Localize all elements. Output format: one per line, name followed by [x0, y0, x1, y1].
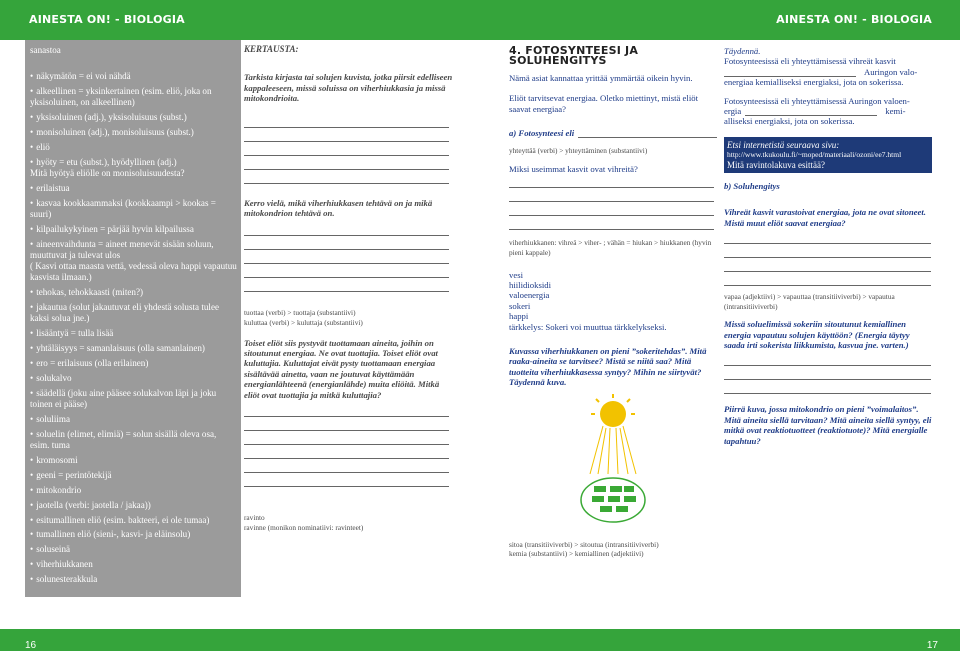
- answer-line[interactable]: [244, 264, 449, 278]
- gloss-chloroplast: viherhiukkanen: vihreä > viher- ; vähän = hiukan > hiukkanen (hyvin pieni kappale): [509, 238, 712, 258]
- vocabulary-item: • säädellä (joku aine pääsee solukalvon läpi ja joku toinen ei pääse): [30, 388, 237, 410]
- energy-storage-question: Vihreät kasvit varastoivat energiaa, jota ne ovat sitoneet. Mistä muut eliöt saavat energiaa?: [724, 207, 926, 228]
- vocabulary-item: • esitumallinen eliö (esim. bakteeri, ei ole tumaa): [30, 515, 237, 526]
- word-list-item: sokeri: [509, 300, 531, 311]
- answer-line[interactable]: [578, 129, 717, 138]
- fill-in-sentence-2-end: alliseksi energiaksi, jota on sokerissa.: [724, 116, 855, 127]
- vocabulary-item: • solunesterakkula: [30, 574, 237, 585]
- header-right: [480, 0, 960, 40]
- photosynthesis-column: [509, 46, 717, 559]
- vocabulary-item: • ero = erilaisuus (olla erilainen): [30, 358, 237, 369]
- vocabulary-panel: [25, 40, 241, 597]
- review-column: [244, 44, 456, 532]
- page-number-left: 16: [25, 640, 37, 651]
- answer-line[interactable]: [244, 473, 449, 487]
- answer-line[interactable]: [244, 250, 449, 264]
- vocabulary-item: • soluliima: [30, 414, 237, 425]
- vocabulary-item: • tumallinen eliö (sieni-, kasvi- ja eläinsolu): [30, 529, 237, 540]
- vocabulary-item: • aineenvaihdunta = aineet menevät sisään soluun, muuttuvat ja tulevat ulos ( Kasvi ottaa maasta vettä, vedessä oleva happi vapautuu kasvista ilmaan.): [30, 239, 237, 284]
- vocabulary-item: • kilpailukykyinen = pärjää hyvin kilpailussa: [30, 224, 237, 235]
- answer-line[interactable]: [244, 142, 449, 156]
- answer-line[interactable]: [724, 244, 931, 258]
- header-title-right: AINESTA ON! - BIOLOGIA: [776, 13, 932, 26]
- answer-line[interactable]: [244, 278, 449, 292]
- answer-line[interactable]: [724, 366, 931, 380]
- answer-line[interactable]: [244, 112, 449, 128]
- answer-line[interactable]: [244, 445, 449, 459]
- footer-right: [480, 629, 960, 651]
- internet-task-url[interactable]: http://www.tkukoulu.fi/~moped/materiaali/ozoni/ee7.html: [727, 150, 902, 160]
- subheading-photosynthesis: a) Fotosynteesi eli: [509, 128, 575, 139]
- fill-in-sentence-1-end: energiaa kemialliseksi energiaksi, jota on sokerissa.: [724, 77, 904, 88]
- footer-left: [0, 629, 480, 651]
- vocabulary-item: • solukalvo: [30, 373, 237, 384]
- review-question-1: Tarkista kirjasta tai solujen kuvista, jotka piirsit edelliseen kappaleeseen, missä soluissa on viherhiukkasia ja missä mitokondrioita.: [244, 72, 453, 104]
- gloss-producer: tuottaa (verbi) > tuottaja (substantiivi): [244, 308, 356, 318]
- section-title: 4. FOTOSYNTEESI JA SOLUHENGITYS: [509, 44, 639, 68]
- chloroplast-icon: [581, 478, 645, 522]
- gloss-nutrient: ravinne (monikon nominatiivi: ravinteet): [244, 522, 364, 532]
- answer-line[interactable]: [244, 459, 449, 473]
- fill-in-sentence-1-mid: Auringon valo-: [864, 66, 918, 77]
- fill-in-title: Täydennä.: [724, 46, 761, 56]
- word-list-item: vesi: [509, 269, 523, 280]
- vocabulary-item: • lisääntyä = tulla lisää: [30, 328, 237, 339]
- answer-line[interactable]: [244, 128, 449, 142]
- answer-line[interactable]: [724, 350, 931, 366]
- vocabulary-item: • yksisoluinen (adj.), yksisoluisuus (subst.): [30, 112, 237, 123]
- word-list-item: tärkkelys: Sokeri voi muuttua tärkkelykseksi.: [509, 321, 667, 332]
- answer-line[interactable]: [724, 272, 931, 286]
- answer-line[interactable]: [509, 174, 714, 188]
- vocabulary-item: • jaotella (verbi: jaotella / jakaa)): [30, 500, 237, 511]
- sun-icon: [590, 394, 636, 474]
- fill-in-sentence-2-word: ergia: [724, 106, 742, 117]
- word-list-item: hiilidioksidi: [509, 280, 551, 291]
- gloss-free: vapaa (adjektiivi) > vapauttaa (transitiiviverbi) > vapautua (intransitiiviverbi): [724, 292, 895, 311]
- answer-line[interactable]: [244, 170, 449, 184]
- internet-task-question: Mitä ravintolakuva esittää?: [727, 160, 825, 171]
- vocabulary-item: • alkeellinen = yksinkertainen (esim. eliö, joka on yksisoluinen, on alkeellinen): [30, 86, 237, 108]
- vocabulary-item: • geeni = perintötekijä: [30, 470, 237, 481]
- vocabulary-item: • kasvaa kookkaammaksi (kookkaampi > kookas = suuri): [30, 198, 237, 220]
- answer-line[interactable]: [745, 107, 877, 116]
- answer-line[interactable]: [244, 417, 449, 431]
- answer-line[interactable]: [509, 216, 714, 230]
- vocabulary-item: • tehokas, tehokkaasti (miten?): [30, 287, 237, 298]
- answer-line[interactable]: [724, 68, 856, 77]
- vocabulary-item: • näkymätön = ei voi nähdä: [30, 71, 237, 82]
- vocabulary-item: • jakautua (solut jakautuvat eli yhdestä solusta tulee kaksi solua jne.): [30, 302, 237, 324]
- answer-line[interactable]: [244, 222, 449, 236]
- photosynthesis-word-list: [509, 270, 717, 332]
- answer-line[interactable]: [724, 258, 931, 272]
- word-list-item: valoenergia: [509, 290, 550, 301]
- vocabulary-item: • soluelin (elimet, elimiä) = solun sisällä oleva osa, esim. tuma: [30, 429, 237, 451]
- page-number-right: 17: [926, 640, 938, 651]
- gloss-bind: sitoa (transitiiviverbi) > sitoutua (intransitiiviverbi): [509, 539, 659, 549]
- vocabulary-item: • monisoluinen (adj.), monisoluisuus (subst.): [30, 127, 237, 138]
- vocabulary-item: • soluseinä: [30, 544, 237, 555]
- subheading-respiration: b) Soluhengitys: [724, 180, 780, 191]
- fill-in-sentence-2-mid: kemi-: [885, 106, 906, 117]
- answer-line[interactable]: [244, 431, 449, 445]
- energy-question: Eliöt tarvitsevat energiaa. Oletko miettinyt, mistä eliöt saavat energiaa?: [509, 93, 698, 114]
- internet-task-title: Etsi internetistä seuraava sivu:: [727, 139, 840, 150]
- review-question-2: Kerro vielä, mikä viherhiukkasen tehtävä on ja mikä mitokondrion tehtävä on.: [244, 197, 433, 219]
- vocabulary-item: • erilaistua: [30, 183, 237, 194]
- organelle-question: Missä soluelimissä sokeriin sitoutunut kemiallinen energia vapautuu solujen käyttöön? (Energia täytyy saada irti sokerista liikkumista, kasvua jne. varten.): [724, 319, 910, 351]
- fill-in-sentence-1-start: Fotosynteesissä eli yhteyttämisessä vihreät kasvit: [724, 56, 896, 67]
- internet-task-box: [724, 137, 932, 173]
- answer-line[interactable]: [724, 380, 931, 394]
- gloss-consumer: kuluttaa (verbi) > kuluttaja (substantiivi): [244, 318, 363, 328]
- answer-line[interactable]: [509, 188, 714, 202]
- vocabulary-item: • kromosomi: [30, 455, 237, 466]
- review-heading: KERTAUSTA:: [244, 44, 299, 54]
- sugar-factory-illustration: [558, 394, 668, 534]
- vocabulary-item: • hyöty = etu (subst.), hyödyllinen (adj.) Mitä hyötyä eliölle on monisoluisuudesta?: [30, 157, 237, 179]
- header-title-left: AINESTA ON! - BIOLOGIA: [29, 13, 185, 26]
- fill-in-sentence-2-start: Fotosynteesissä eli yhteyttämisessä Auringon valoen-: [724, 95, 910, 106]
- gloss-nutrition: ravinto: [244, 513, 265, 523]
- answer-line[interactable]: [724, 228, 931, 244]
- vocabulary-item: • eliö: [30, 142, 237, 153]
- gloss-chemistry: kemia (substantiivi) > kemiallinen (adjektiivi): [509, 549, 644, 559]
- answer-line[interactable]: [509, 202, 714, 216]
- answer-line[interactable]: [244, 236, 449, 250]
- vocabulary-item: • yhtäläisyys = samanlaisuus (olla samanlainen): [30, 343, 237, 354]
- mitochondrion-question: Piirrä kuva, jossa mitokondrio on pieni ”voimalaitos”. Mitä aineita siellä tarvitaan? Mitä aineita siellä syntyy, eli mitkä ovat reaktiotuotteet (reaktiotuote)? Mitä energialle tapahtuu?: [724, 404, 932, 446]
- gloss-assimilate: yhteyttää (verbi) > yhteyttäminen (substantiivi): [509, 146, 648, 156]
- respiration-column: [724, 46, 932, 446]
- vocabulary-list: [30, 71, 237, 585]
- header-left: [0, 0, 480, 40]
- word-list-item: happi: [509, 311, 529, 322]
- vocabulary-title: sanastoa: [30, 45, 61, 55]
- answer-line[interactable]: [244, 156, 449, 170]
- section-intro: Nämä asiat kannattaa yrittää ymmärtää oikein hyvin.: [509, 72, 693, 83]
- diagram-question: Kuvassa viherhiukkanen on pieni ”sokeritehdas”. Mitä raaka-aineita se tarvitsee? Mistä se niitä saa? Mitä tuotteita viherhiukkasessa syntyy? Mihin ne siirtyvät? Täydennä kuva.: [509, 346, 707, 388]
- green-question: Miksi useimmat kasvit ovat vihreitä?: [509, 164, 638, 175]
- vocabulary-item: • mitokondrio: [30, 485, 237, 496]
- review-question-3: Toiset eliöt siis pystyvät tuottamaan aineita, joihin on sitoutunut energiaa. Ne ovat tuottajia. Toiset eliöt ovat kuluttajia. Kuluttajat eivät pysty tuottamaan energiaa sisältävää ainetta, vaan ne joutuvat käyttämään energianlähteenä (energianlähde) muita eliöitä. Mitkä eliöt ovat tuottajia ja mitkä kuluttajia?: [244, 337, 440, 400]
- answer-line[interactable]: [244, 403, 449, 417]
- vocabulary-item: • viherhiukkanen: [30, 559, 237, 570]
